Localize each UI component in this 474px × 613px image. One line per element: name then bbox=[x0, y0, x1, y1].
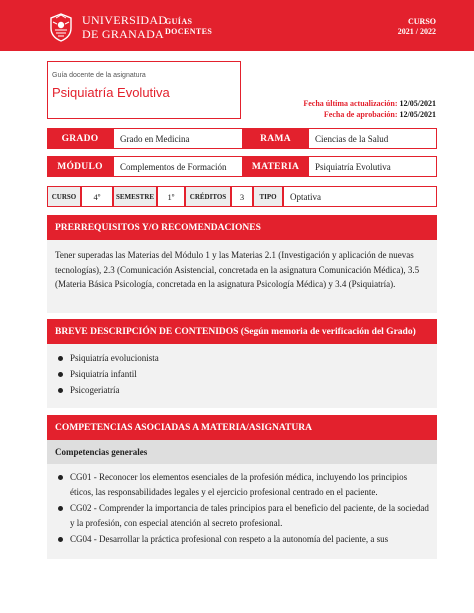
bullet-icon bbox=[58, 388, 63, 393]
rama-label: RAMA bbox=[243, 128, 308, 149]
bullet-icon bbox=[58, 372, 63, 377]
course-year-label: CURSO bbox=[407, 17, 436, 26]
description-item-3: Psicogeriatría bbox=[70, 385, 120, 395]
approval-line bbox=[303, 109, 436, 120]
competences-body bbox=[47, 464, 437, 559]
list-item bbox=[58, 382, 437, 398]
rama-value: Ciencias de la Salud bbox=[308, 128, 437, 149]
university-line-2: DE GRANADA bbox=[82, 27, 164, 41]
creditos-label: CRÉDITOS bbox=[185, 186, 231, 207]
title-caption: Guía docente de la asignatura bbox=[52, 72, 146, 79]
last-update-line bbox=[303, 98, 436, 109]
list-item bbox=[58, 350, 437, 366]
competences-list bbox=[47, 464, 437, 547]
guides-label bbox=[165, 17, 212, 37]
competences-subheading: Competencias generales bbox=[47, 440, 437, 464]
university-name bbox=[82, 14, 167, 40]
list-item bbox=[58, 532, 429, 547]
curso-value: 4º bbox=[81, 186, 113, 207]
prerequisites-body bbox=[47, 240, 437, 313]
dates-block bbox=[303, 98, 436, 120]
bullet-icon bbox=[58, 506, 63, 511]
grado-value: Grado en Medicina bbox=[113, 128, 243, 149]
course-year-value: 2021 / 2022 bbox=[397, 27, 436, 36]
modulo-row bbox=[47, 156, 437, 177]
modulo-value: Complementos de Formación bbox=[113, 156, 243, 177]
course-year bbox=[398, 17, 436, 37]
list-item bbox=[58, 366, 437, 382]
university-line-1: UNIVERSIDAD bbox=[82, 13, 168, 27]
guides-line-1: GUÍAS bbox=[165, 17, 193, 26]
materia-label: MATERIA bbox=[243, 156, 308, 177]
description-body bbox=[47, 344, 437, 408]
subject-title: Psiquiatría Evolutiva bbox=[52, 85, 170, 100]
last-update-value: 12/05/2021 bbox=[399, 99, 436, 108]
bullet-icon bbox=[58, 475, 63, 480]
tipo-label: TIPO bbox=[253, 186, 283, 207]
grado-label: GRADO bbox=[47, 128, 113, 149]
last-update-label: Fecha última actualización: bbox=[303, 99, 398, 108]
description-item-1: Psiquiatría evolucionista bbox=[70, 353, 159, 363]
list-item bbox=[58, 470, 429, 500]
creditos-value: 3 bbox=[231, 186, 253, 207]
bullet-icon bbox=[58, 537, 63, 542]
tipo-value: Optativa bbox=[283, 186, 437, 207]
semestre-label: SEMESTRE bbox=[113, 186, 157, 207]
list-item bbox=[58, 501, 429, 531]
approval-value: 12/05/2021 bbox=[399, 110, 436, 119]
description-list bbox=[47, 344, 437, 398]
curso-label: CURSO bbox=[47, 186, 81, 207]
subject-title-box bbox=[47, 61, 241, 119]
approval-label: Fecha de aprobación: bbox=[323, 110, 398, 119]
modulo-label: MÓDULO bbox=[47, 156, 113, 177]
bullet-icon bbox=[58, 356, 63, 361]
description-heading: BREVE DESCRIPCIÓN DE CONTENIDOS (Según memoria de verificación del Grado) bbox=[47, 319, 437, 344]
materia-value: Psiquiatría Evolutiva bbox=[308, 156, 437, 177]
competence-item-2: CG02 - Comprender la importancia de tales principios para el beneficio del paciente, de la sociedad y la profesión, con especial atención al secreto profesional. bbox=[70, 503, 429, 528]
prerequisites-text: Tener superadas las Materias del Módulo 1 y las Materias 2.1 (Investigación y aplicación de nuevas tecnologías), 2.3 (Comunicación Asistencial, concretada en la asignatura Comunicación Médica), 3.5 (Materia Básica Psicología, concretada en la asignatura Psicología Médica) y 3.4 (Psiquiatría). bbox=[55, 250, 420, 289]
guides-line-2: DOCENTES bbox=[165, 27, 213, 36]
page-header bbox=[0, 0, 474, 51]
semestre-value: 1º bbox=[157, 186, 185, 207]
competence-item-3: CG04 - Desarrollar la práctica profesional con respeto a la autonomía del paciente, a sus bbox=[70, 534, 389, 544]
university-crest-icon bbox=[47, 12, 75, 42]
curso-row bbox=[47, 186, 437, 207]
competence-item-1: CG01 - Reconocer los elementos esenciales de la profesión médica, incluyendo los principios éticos, las responsabilidades legales y el ejercicio profesional centrado en el paciente. bbox=[70, 472, 408, 497]
description-item-2: Psiquiatría infantil bbox=[70, 369, 137, 379]
prerequisites-heading: PRERREQUISITOS Y/O RECOMENDACIONES bbox=[47, 215, 437, 240]
grado-row bbox=[47, 128, 437, 149]
competences-heading: COMPETENCIAS ASOCIADAS A MATERIA/ASIGNATURA bbox=[47, 415, 437, 440]
